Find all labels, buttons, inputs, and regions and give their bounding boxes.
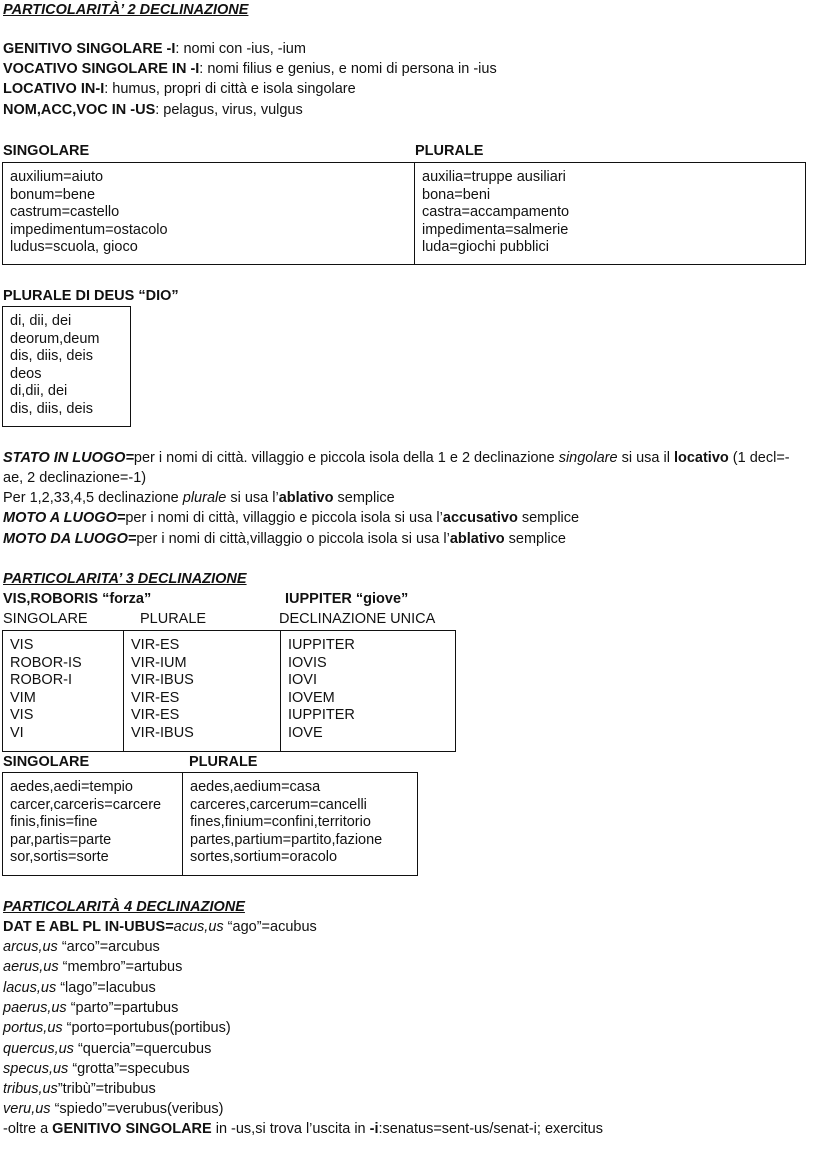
- list-item: VIS: [10, 707, 34, 723]
- table1-col-plurale: [414, 163, 805, 264]
- list-item: IOVEM: [288, 689, 335, 706]
- list-item: bona=beni: [422, 186, 491, 203]
- list-item: IUPPITER: [288, 637, 355, 653]
- list-item: arcus,us “arco”=arcubus: [3, 939, 160, 955]
- list-item: ROBOR-I: [10, 672, 73, 688]
- list-item: lacus,us “lago”=lacubus: [3, 980, 156, 996]
- list-item: IOVI: [288, 672, 318, 688]
- iuppiter-head: DECLINAZIONE UNICA: [279, 611, 436, 627]
- deus-col: [3, 307, 130, 426]
- stato-in-luogo: STATO IN LUOGO=per i nomi di città. villaggio e piccola isola della 1 e 2 declinazione singolare si usa il locativo (1 decl=-ae, 2 declinazione=-1): [3, 450, 790, 486]
- list-item: bonum=bene: [10, 186, 96, 203]
- table1-head-plurale: PLURALE: [415, 143, 484, 159]
- table-3-declinazione: [2, 772, 418, 876]
- table2-head-singolare: SINGOLARE: [3, 754, 90, 770]
- list-item: VIM: [10, 689, 36, 706]
- dat-abl-rule: DAT E ABL PL IN-UBUS=acus,us “ago”=acubus: [3, 919, 317, 935]
- vis-title: VIS,ROBORIS “forza”: [3, 591, 152, 607]
- list-item: dis, diis, deis: [10, 400, 94, 417]
- list-item: luda=giochi pubblici: [422, 239, 549, 255]
- list-item: aerus,us “membro”=artubus: [3, 959, 183, 975]
- list-item: VIR-ES: [131, 707, 180, 723]
- rule-genitivo: GENITIVO SINGOLARE -I: nomi con -ius, -ium: [3, 41, 306, 57]
- deus-table: [2, 306, 131, 427]
- list-item: VIR-ES: [131, 689, 180, 706]
- list-item: aedes,aedi=tempio: [10, 779, 133, 795]
- moto-a-luogo: MOTO A LUOGO=per i nomi di città, villaggio e piccola isola si usa l’accusativo semplice: [3, 510, 580, 526]
- list-item: paerus,us “parto”=partubus: [3, 1000, 179, 1016]
- rule-vocativo: VOCATIVO SINGOLARE IN -I: nomi filius e genius, e nomi di persona in -ius: [3, 61, 497, 77]
- list-item: ROBOR-IS: [10, 654, 82, 671]
- list-item: portus,us “porto=portubus(portibus): [3, 1020, 231, 1036]
- iuppiter-col: [280, 631, 455, 751]
- list-item: impedimenta=salmerie: [422, 221, 569, 238]
- list-item: quercus,us “quercia”=quercubus: [3, 1041, 212, 1057]
- list-item: VIS: [10, 637, 34, 653]
- list-item: VIR-IBUS: [131, 672, 194, 688]
- list-item: auxilium=aiuto: [10, 169, 104, 185]
- list-item: dis, diis, deis: [10, 348, 94, 364]
- list-item: finis,finis=fine: [10, 814, 98, 830]
- deus-title: PLURALE DI DEUS “DIO”: [3, 288, 179, 304]
- table-2-declinazione: [2, 162, 806, 265]
- list-item: VIR-ES: [131, 637, 180, 653]
- section-2-title: PARTICOLARITÀ’ 2 DECLINAZIONE: [3, 2, 249, 18]
- list-item: veru,us “spiedo”=verubus(veribus): [3, 1101, 224, 1117]
- plurale-ablativo: Per 1,2,33,4,5 declinazione plurale si usa l’ablativo semplice: [3, 490, 395, 506]
- vis-head-singolare: SINGOLARE: [3, 611, 88, 627]
- list-item: tribus,us”tribù”=tribubus: [3, 1081, 156, 1097]
- list-item: castra=accampamento: [422, 204, 570, 220]
- table1-head-singolare: SINGOLARE: [3, 143, 90, 159]
- list-item: aedes,aedium=casa: [190, 779, 321, 795]
- table2-col-singolare: [3, 773, 182, 875]
- table2-head-plurale: PLURALE: [189, 754, 258, 770]
- list-item: carceres,carcerum=cancelli: [190, 796, 367, 813]
- table2-col-plurale: [182, 773, 417, 875]
- genitivo-note: -oltre a GENITIVO SINGOLARE in -us,si trova l’uscita in -i:senatus=sent-us/senat-i; exercitus: [3, 1121, 603, 1137]
- list-item: sortes,sortium=oracolo: [190, 849, 338, 865]
- rule-nom-acc-voc: NOM,ACC,VOC IN -US: pelagus, virus, vulgus: [3, 102, 303, 118]
- list-item: VIR-IBUS: [131, 724, 194, 741]
- list-item: auxilia=truppe ausiliari: [422, 169, 566, 185]
- list-item: di,dii, dei: [10, 383, 68, 399]
- list-item: VIR-IUM: [131, 654, 187, 671]
- list-item: impedimentum=ostacolo: [10, 221, 168, 238]
- list-item: fines,finium=confini,territorio: [190, 814, 371, 830]
- list-item: IUPPITER: [288, 707, 355, 723]
- section-4-title: PARTICOLARITÀ 4 DECLINAZIONE: [3, 899, 245, 915]
- list-item: VI: [10, 724, 24, 741]
- rule-locativo: LOCATIVO IN-I: humus, propri di città e isola singolare: [3, 81, 356, 97]
- list-item: sor,sortis=sorte: [10, 849, 109, 865]
- list-item: partes,partium=partito,fazione: [190, 831, 383, 848]
- list-item: deorum,deum: [10, 330, 100, 347]
- moto-da-luogo: MOTO DA LUOGO=per i nomi di città,villaggio o piccola isola si usa l’ablativo semplice: [3, 531, 566, 547]
- table-vis-iuppiter: [2, 630, 456, 752]
- list-item: IOVIS: [288, 654, 327, 671]
- list-item: ludus=scuola, gioco: [10, 239, 138, 255]
- vis-head-plurale: PLURALE: [140, 611, 207, 627]
- vis-col-plurale: [123, 631, 280, 751]
- list-item: IOVE: [288, 724, 323, 741]
- list-item: deos: [10, 365, 42, 382]
- list-item: carcer,carceris=carcere: [10, 796, 162, 813]
- list-item: par,partis=parte: [10, 831, 112, 848]
- list-item: castrum=castello: [10, 204, 120, 220]
- list-item: specus,us “grotta”=specubus: [3, 1061, 190, 1077]
- section-3-title: PARTICOLARITA’ 3 DECLINAZIONE: [3, 571, 247, 587]
- table1-col-singolare: [3, 163, 414, 264]
- list-item: di, dii, dei: [10, 313, 72, 329]
- iuppiter-title: IUPPITER “giove”: [285, 591, 409, 607]
- vis-col-singolare: [3, 631, 123, 751]
